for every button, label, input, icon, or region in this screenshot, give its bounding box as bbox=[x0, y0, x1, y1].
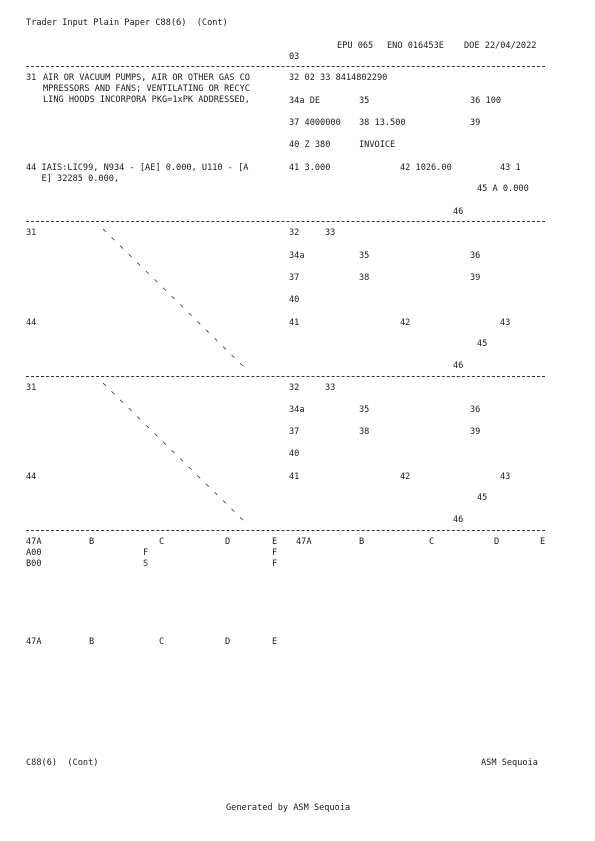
box-44-additional-info: E] 32285 0.000, bbox=[26, 174, 120, 184]
box-44-label: 44 bbox=[26, 318, 37, 328]
box-39-label: 39 bbox=[470, 427, 481, 437]
footer-form-id: C88(6) (Cont) bbox=[26, 758, 99, 768]
tax-line-flag: S bbox=[143, 559, 149, 569]
box-47-base-header: B bbox=[359, 537, 365, 547]
document-title: Trader Input Plain Paper C88(6) (Cont) bbox=[26, 18, 228, 28]
box-42-label: 42 bbox=[400, 318, 411, 328]
box-36-label: 36 bbox=[470, 251, 481, 261]
box-37-label: 37 bbox=[289, 273, 300, 283]
box-45-adjustment: 45 A 0.000 bbox=[477, 184, 529, 194]
tax-line-mop: F bbox=[272, 559, 278, 569]
box-43-label: 43 bbox=[500, 472, 511, 482]
box-39-label: 39 bbox=[470, 273, 481, 283]
box-47-amount-header: D bbox=[494, 537, 500, 547]
box-41-supplementary-units: 41 3.000 bbox=[289, 163, 331, 173]
box-47-amount-header: D bbox=[225, 537, 231, 547]
goods-description-line: LING HOODS INCORPORA PKG=1xPK ADDRESSED, bbox=[43, 95, 250, 105]
box-41-label: 41 bbox=[289, 318, 300, 328]
box-35-label: 35 bbox=[359, 405, 370, 415]
box-43-label: 43 bbox=[500, 318, 511, 328]
box-46-statistical-value: 46 bbox=[453, 207, 464, 217]
box-47-base-header: B bbox=[89, 537, 95, 547]
box-40-label: 40 bbox=[289, 295, 300, 305]
box-47-rate-header: C bbox=[159, 637, 165, 647]
box-41-label: 41 bbox=[289, 472, 300, 482]
box-35-gross-mass: 35 bbox=[359, 96, 370, 106]
box-34a-label: 34a bbox=[289, 251, 305, 261]
box-39-quota: 39 bbox=[470, 118, 481, 128]
box-46-label: 46 bbox=[453, 515, 464, 525]
box-31-label: 31 bbox=[26, 73, 37, 83]
box-33-label: 33 bbox=[325, 228, 336, 238]
box-37-label: 37 bbox=[289, 427, 300, 437]
tax-line-code: A00 bbox=[26, 548, 42, 558]
box-42-item-price: 42 1026.00 bbox=[400, 163, 452, 173]
box-38-label: 38 bbox=[359, 427, 370, 437]
box-33-label: 33 bbox=[325, 383, 336, 393]
epu-number: EPU 065 bbox=[337, 41, 374, 51]
page-number: 03 bbox=[289, 52, 300, 62]
box-44-label: 44 bbox=[26, 472, 37, 482]
box-47-mop-header: E bbox=[272, 637, 278, 647]
box-45-label: 45 bbox=[477, 493, 488, 503]
separator-rule bbox=[26, 530, 545, 531]
box-40-label: 40 bbox=[289, 449, 300, 459]
box-31-label: 31 bbox=[26, 228, 37, 238]
footer-software-name: ASM Sequoia bbox=[481, 758, 538, 768]
box-47-type-header: 47A bbox=[26, 537, 42, 547]
box-47-mop-header: E bbox=[540, 537, 546, 547]
date-of-entry: DOE 22/04/2022 bbox=[464, 41, 537, 51]
tax-line-code: B00 bbox=[26, 559, 42, 569]
box-31-label: 31 bbox=[26, 383, 37, 393]
box-37-procedure: 37 4000000 bbox=[289, 118, 341, 128]
box-43-valuation-method: 43 1 bbox=[500, 163, 521, 173]
box-45-label: 45 bbox=[477, 339, 488, 349]
box-36-label: 36 bbox=[470, 405, 481, 415]
goods-description-line: AIR OR VACUUM PUMPS, AIR OR OTHER GAS CO bbox=[43, 73, 250, 83]
tax-line-mop: F bbox=[272, 548, 278, 558]
box-34a-label: 34a bbox=[289, 405, 305, 415]
box-47-base-header: B bbox=[89, 637, 95, 647]
entry-number: ENO 016453E bbox=[387, 41, 444, 51]
generated-by-notice: Generated by ASM Sequoia bbox=[226, 803, 351, 813]
box-38-net-mass: 38 13.500 bbox=[359, 118, 406, 128]
box-38-label: 38 bbox=[359, 273, 370, 283]
box-47-amount-header: D bbox=[225, 637, 231, 647]
box-47-rate-header: C bbox=[429, 537, 435, 547]
box-47-type-header: 47A bbox=[296, 537, 312, 547]
box-36-preference: 36 100 bbox=[470, 96, 502, 106]
box-34a-origin: 34a DE bbox=[289, 96, 321, 106]
box-32-commodity-code: 32 02 33 8414802290 bbox=[289, 73, 388, 83]
box-47-type-header: 47A bbox=[26, 637, 42, 647]
box-42-label: 42 bbox=[400, 472, 411, 482]
goods-description-line: MPRESSORS AND FANS; VENTILATING OR RECYC bbox=[43, 84, 250, 94]
tax-line-flag: F bbox=[143, 548, 149, 558]
box-40-document-type: INVOICE bbox=[359, 140, 396, 150]
box-47-rate-header: C bbox=[159, 537, 165, 547]
box-32-label: 32 bbox=[289, 228, 300, 238]
box-46-label: 46 bbox=[453, 361, 464, 371]
box-47-mop-header: E bbox=[272, 537, 278, 547]
box-35-label: 35 bbox=[359, 251, 370, 261]
box-40-previous-document: 40 Z 380 bbox=[289, 140, 331, 150]
box-32-label: 32 bbox=[289, 383, 300, 393]
box-44-additional-info: 44 IAIS:LIC99, N934 - [AE] 0.000, U110 - [A bbox=[26, 163, 249, 173]
